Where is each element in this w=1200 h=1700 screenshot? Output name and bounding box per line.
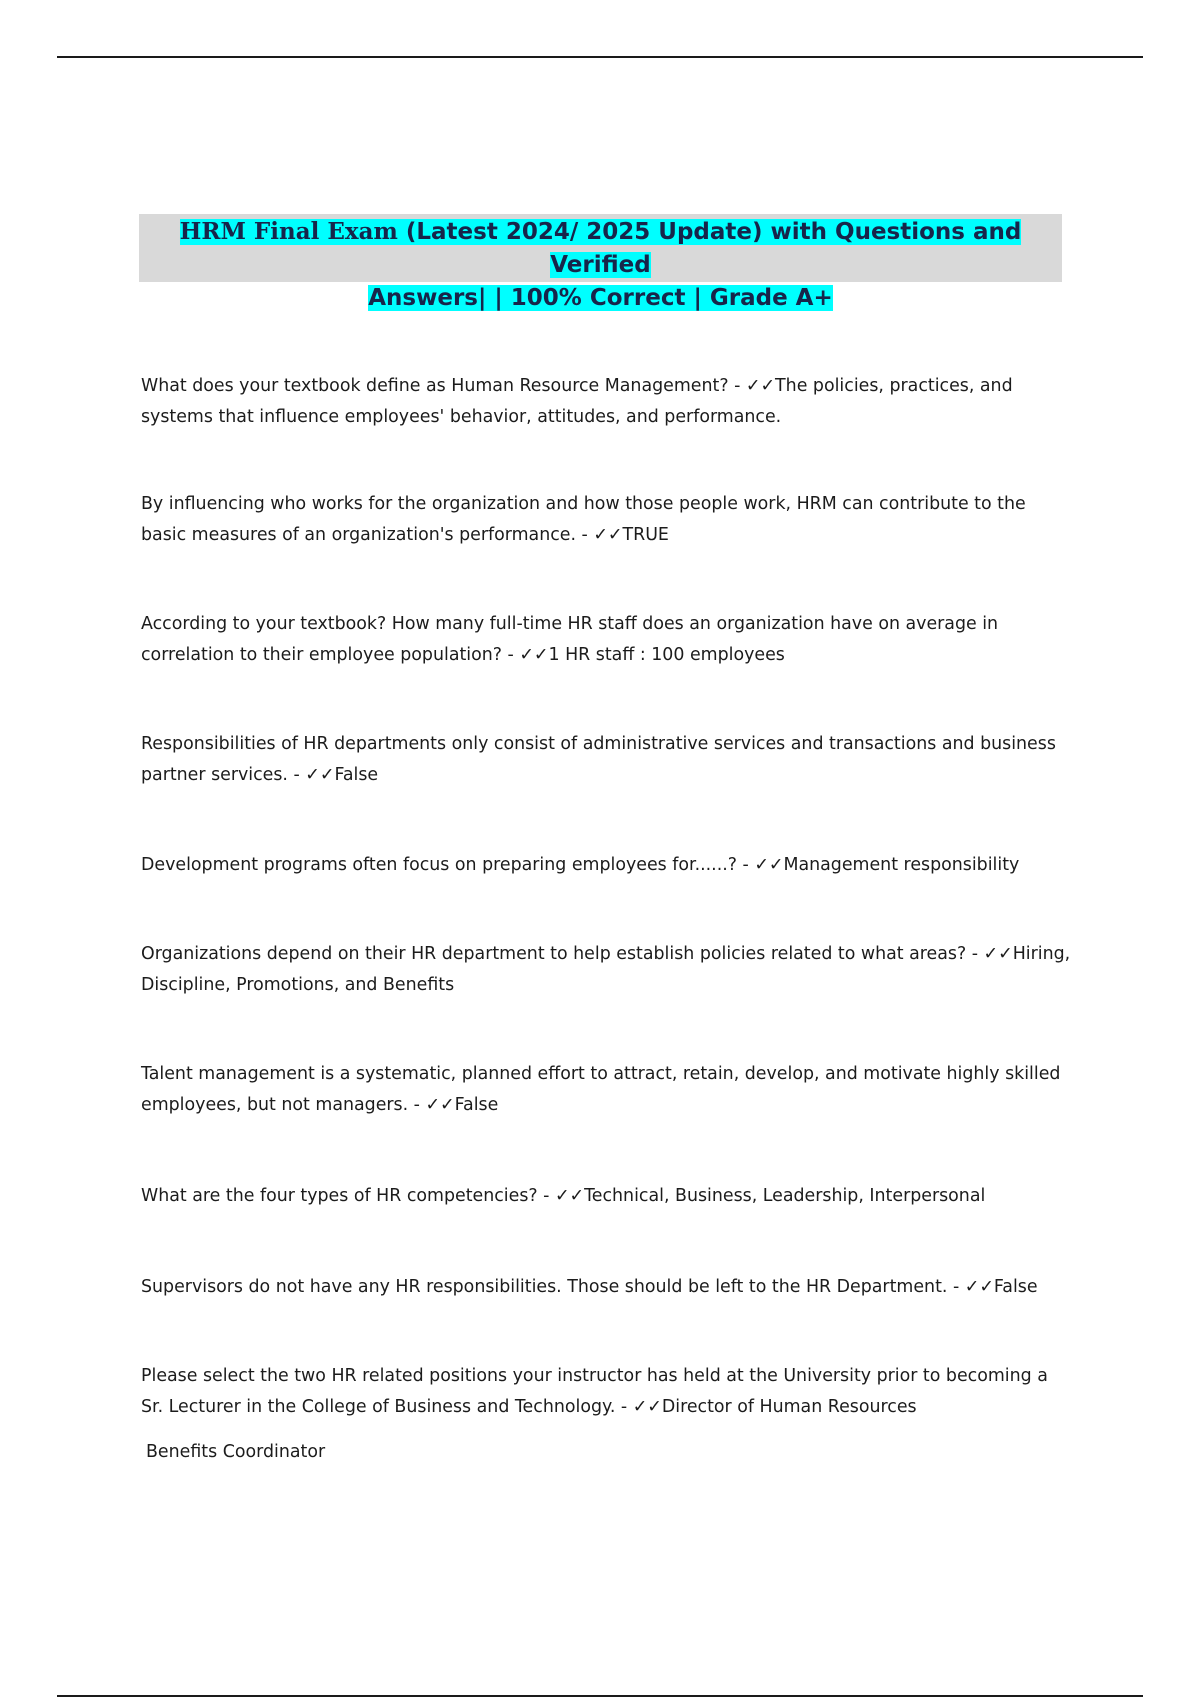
answer-text: 1 HR staff : 100 employees — [548, 645, 785, 665]
answer-text: Hiring, Discipline, Promotions, and Benefits — [141, 944, 1071, 995]
question-text: According to your textbook? How many full-time HR staff does an organization have on average in correlation to their employee population? — [141, 614, 999, 665]
top-rule — [57, 56, 1143, 58]
question-text: Development programs often focus on preparing employees for......? — [141, 855, 737, 875]
question-text: Supervisors do not have any HR responsibilities. Those should be left to the HR Department. — [141, 1277, 948, 1297]
qa-item — [141, 1059, 1071, 1121]
checkmark-separator: - ✓✓ — [947, 1277, 994, 1297]
answer-text: Management responsibility — [783, 855, 1020, 875]
bottom-rule — [57, 1695, 1143, 1697]
qa-item — [141, 371, 1071, 433]
question-text: What does your textbook define as Human Resource Management? — [141, 376, 729, 396]
answer-text: False — [334, 765, 379, 785]
question-text: Please select the two HR related positions your instructor has held at the University prior to becoming a Sr. Lecturer in the College of Business and Technology. — [141, 1366, 1048, 1417]
checkmark-separator: - ✓✓ — [615, 1397, 662, 1417]
qa-item — [141, 609, 1071, 671]
checkmark-separator: - ✓✓ — [576, 525, 623, 545]
qa-item — [141, 729, 1071, 791]
answer-text: The policies, practices, and systems that influence employees' behavior, attitudes, and performance. — [141, 376, 1013, 427]
qa-item — [141, 1181, 1071, 1212]
qa-item — [141, 1272, 1071, 1303]
checkmark-separator: - ✓✓ — [502, 645, 549, 665]
question-text: Organizations depend on their HR department to help establish policies related to what areas? — [141, 944, 967, 964]
qa-item — [141, 850, 1071, 881]
qa-item — [141, 939, 1071, 1001]
answer-text: False — [993, 1277, 1038, 1297]
question-text: Responsibilities of HR departments only consist of administrative services and transactions and business partner services. — [141, 734, 1056, 785]
answer-text: Technical, Business, Leadership, Interpersonal — [584, 1186, 986, 1206]
title-part-2: (Latest 2024/ 2025 Update) with Questions and Verified — [397, 219, 1022, 278]
qa-item — [141, 1361, 1071, 1423]
checkmark-separator: - ✓✓ — [728, 376, 776, 396]
checkmark-separator: - ✓✓ — [537, 1186, 585, 1206]
checkmark-separator: - ✓✓ — [736, 855, 784, 875]
question-text: Talent management is a systematic, planned effort to attract, retain, develop, and motivate highly skilled employees, but not managers. — [141, 1064, 1061, 1115]
question-text: By influencing who works for the organization and how those people work, HRM can contribute to the basic measures of an organization's performance. — [141, 494, 1026, 545]
title-line-2: Answers| | 100% Correct | Grade A+ — [368, 285, 833, 311]
answer-text: Director of Human Resources — [661, 1397, 917, 1417]
document-title — [139, 214, 1062, 311]
checkmark-separator: - ✓✓ — [966, 944, 1013, 964]
title-part-1: HRM Final Exam — [179, 218, 398, 245]
extra-answer: Benefits Coordinator — [146, 1442, 326, 1462]
answer-text: TRUE — [622, 525, 669, 545]
answer-text: False — [454, 1095, 499, 1115]
qa-item — [141, 489, 1071, 551]
checkmark-separator: - ✓✓ — [287, 765, 335, 785]
checkmark-separator: - ✓✓ — [408, 1095, 455, 1115]
question-text: What are the four types of HR competencies? — [141, 1186, 538, 1206]
